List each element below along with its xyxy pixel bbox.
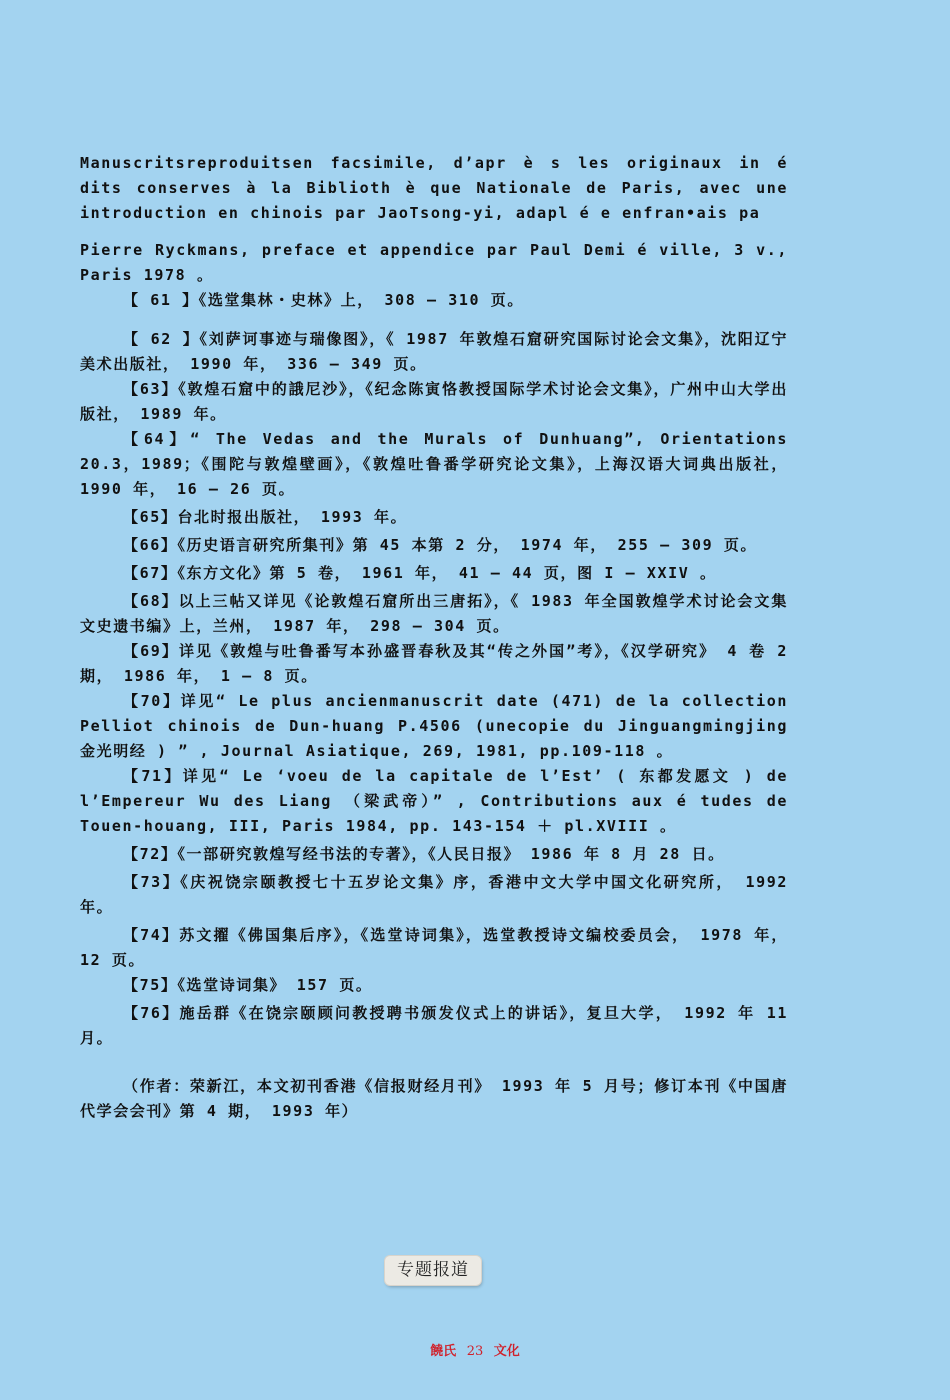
note-72: 【72】《一部研究敦煌写经书法的专著》，《人民日报》 1986 年 8 月 28 日。	[123, 845, 725, 863]
note-76: 【76】施岳群《在饶宗颐顾问教授聘书颁发仪式上的讲话》，复旦大学， 1992 年 11 月。	[80, 1004, 788, 1047]
footer-right: 文化	[493, 1344, 520, 1359]
note-63: 【63】《敦煌石窟中的誐尼沙》，《纪念陈寅恪教授国际学术讨论会文集》，广州中山大学出版社， 1989 年。	[80, 380, 788, 423]
page-footer	[0, 1340, 950, 1359]
note-66: 【66】《历史语言研究所集刊》第 45 本第 2 分， 1974 年， 255 — 309 页。	[123, 536, 758, 554]
note-paragraph: Manuscritsreproduitsen facsimile, d’apr è s les originaux in é dits conserves à la Biblioth è que Nationale de Paris, avec une introduction en chinois par JaoTsong-yi, adapl é e enfran•ais pa	[80, 154, 788, 222]
author-note: （作者：荣新江，本文初刊香港《信报财经月刊》 1993 年 5 月号；修订本刊《中国唐代学会会刊》第 4 期， 1993 年）	[80, 1077, 788, 1120]
note-73: 【73】《庆祝饶宗颐教授七十五岁论文集》序，香港中文大学中国文化研究所， 1992 年。	[80, 873, 788, 916]
note-64: 【64】“ The Vedas and the Murals of Dunhuang”, Orientations 20.3，1989；《围陀与敦煌壁画》，《敦煌吐鲁番学研究论文集》，上海汉语大词典出版社， 1990 年， 16 — 26 页。	[80, 430, 788, 498]
note-67: 【67】《东方文化》第 5 卷， 1961 年， 41 — 44 页，图 I — XXIV 。	[123, 564, 717, 582]
section-badge: 专题报道	[385, 1256, 481, 1285]
note-70: 【70】详见“ Le plus ancienmanuscrit date (471) de la collection Pelliot chinois de Dun-huang P.4506 (unecopie du Jinguangmingjing 金光明经 ) ” , Journal Asiatique, 269, 1981, pp.109-118 。	[80, 692, 788, 760]
note-61: 【 61 】《选堂集林・史林》上， 308 — 310 页。	[123, 291, 524, 309]
note-75: 【75】《选堂诗词集》 157 页。	[123, 976, 373, 994]
note-71: 【71】详见“ Le ‘voeu de la capitale de l’Est’ ( 东都发愿文 ) de l’Empereur Wu des Liang （梁武帝）” , Contributions aux é tudes de Touen-houang, III, Paris 1984, pp. 143-154 ＋ pl.XVIII 。	[80, 767, 788, 835]
note-65: 【65】台北时报出版社， 1993 年。	[123, 508, 408, 526]
note-69: 【69】详见《敦煌与吐鲁番写本孙盛晋春秋及其“传之外国”考》，《汉学研究》 4 卷 2 期， 1986 年， 1 — 8 页。	[80, 642, 788, 685]
note-74: 【74】苏文擢《佛国集后序》，《选堂诗词集》，选堂教授诗文编校委员会， 1978 年， 12 页。	[80, 926, 788, 969]
note-62: 【 62 】《刘萨诃事迹与瑞像图》，《 1987 年敦煌石窟研究国际讨论会文集》，沈阳辽宁美术出版社， 1990 年， 336 — 349 页。	[80, 330, 788, 373]
page-number: 23	[466, 1344, 484, 1359]
note-paragraph: Pierre Ryckmans, preface et appendice par Paul Demi é ville, 3 v., Paris 1978 。	[80, 241, 788, 284]
notes-body	[80, 151, 788, 1124]
note-68: 【68】以上三帖又详见《论敦煌石窟所出三唐拓》，《 1983 年全国敦煌学术讨论会文集文史遗书编》上，兰州， 1987 年， 298 — 304 页。	[80, 592, 788, 635]
footer-left: 饒氏	[430, 1344, 457, 1359]
